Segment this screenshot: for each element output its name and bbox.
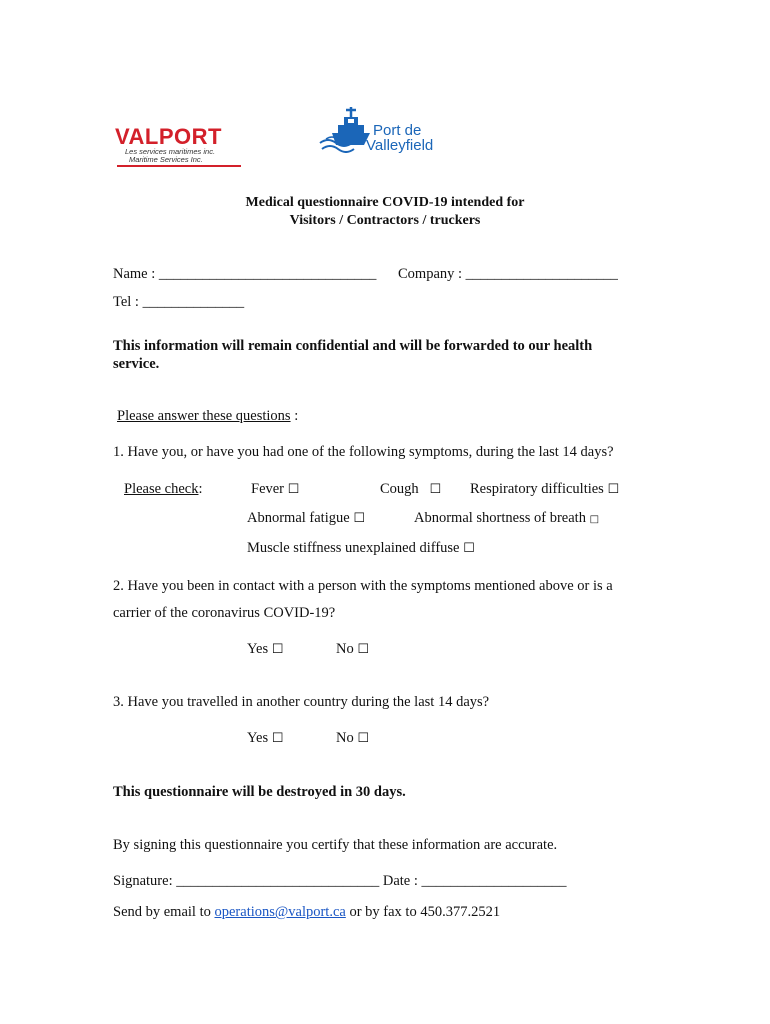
valport-logo	[115, 126, 243, 168]
instructions-suffix: :	[290, 408, 299, 424]
send-instructions	[113, 904, 500, 921]
port-de-valleyfield-logo-line2: Valleyfield	[366, 137, 434, 154]
q2-no-label: No	[336, 641, 354, 657]
shortness-checkbox[interactable]: □	[589, 514, 600, 525]
question-2-line1: 2. Have you been in contact with a person with the symptoms mentioned above or is a	[113, 578, 613, 594]
question-3-text: 3. Have you travelled in another country during the last 14 days?	[113, 694, 490, 710]
tel-field[interactable]: Tel : ______________	[113, 294, 245, 310]
q2-no-checkbox[interactable]: ☐	[357, 642, 370, 657]
q3-yes-checkbox[interactable]: ☐	[271, 731, 284, 746]
q3-yes-label: Yes	[247, 730, 269, 746]
option-cough-label: Cough	[380, 481, 419, 497]
q3-yes-option[interactable]	[247, 730, 283, 747]
please-check-label: Please check	[124, 481, 199, 497]
company-field[interactable]: Company : _____________________	[398, 266, 618, 282]
fatigue-checkbox[interactable]: ☐	[353, 511, 365, 526]
instructions-label: Please answer these questions	[117, 408, 291, 424]
cough-checkbox[interactable]: ☐	[429, 482, 442, 497]
instructions	[117, 408, 298, 425]
send-prefix: Send by email to	[113, 904, 215, 920]
q2-yes-label: Yes	[247, 641, 269, 657]
q3-no-option[interactable]	[336, 730, 369, 747]
option-fever-label: Fever	[251, 481, 285, 497]
destroyed-notice: This questionnaire will be destroyed in 30 days.	[113, 784, 406, 800]
valport-logo-subtitle-en: Maritime Services Inc.	[129, 155, 203, 164]
option-respiratory-label: Respiratory difficulties	[470, 481, 604, 497]
confidential-notice-line1: This information will remain confidential and will be forwarded to our health	[113, 338, 593, 354]
q2-no-option[interactable]	[336, 641, 369, 658]
please-check	[124, 481, 203, 498]
option-shortness-label: Abnormal shortness of breath	[414, 510, 586, 526]
send-suffix: or by fax to 450.377.2521	[345, 904, 501, 920]
confidential-notice-line2: service.	[113, 356, 160, 372]
name-field[interactable]: Name : ______________________________	[113, 266, 377, 282]
q3-no-checkbox[interactable]: ☐	[357, 731, 370, 746]
email-link[interactable]: operations@valport.ca	[214, 904, 346, 920]
option-fatigue[interactable]	[247, 510, 365, 527]
port-de-valleyfield-logo	[318, 105, 434, 157]
valport-logo-underline	[117, 165, 241, 167]
muscle-checkbox[interactable]: ☐	[463, 541, 475, 556]
option-respiratory[interactable]	[470, 481, 619, 498]
document-title-line2: Visitors / Contractors / truckers	[289, 213, 481, 228]
valport-logo-wordmark: VALPORT	[115, 124, 222, 149]
option-fatigue-label: Abnormal fatigue	[247, 510, 350, 526]
signature-date-field[interactable]: Signature: ____________________________ Date : ____________________	[113, 873, 567, 889]
certify-statement: By signing this questionnaire you certify that these information are accurate.	[113, 837, 558, 853]
option-cough[interactable]	[380, 481, 441, 498]
q2-yes-checkbox[interactable]: ☐	[271, 642, 284, 657]
respiratory-checkbox[interactable]: ☐	[607, 482, 620, 497]
port-de-valleyfield-logo-line1: Port de	[373, 122, 422, 139]
q2-yes-option[interactable]	[247, 641, 283, 658]
please-check-colon: :	[198, 481, 203, 497]
option-muscle[interactable]	[247, 540, 475, 557]
valport-logo-subtitle-fr: Les services maritimes inc.	[125, 147, 216, 156]
document-title-line1: Medical questionnaire COVID-19 intended for	[245, 195, 525, 210]
option-shortness[interactable]	[414, 510, 599, 527]
q3-no-label: No	[336, 730, 354, 746]
option-fever[interactable]	[251, 481, 299, 498]
question-1-text: 1. Have you, or have you had one of the following symptoms, during the last 14 days?	[113, 444, 614, 460]
fever-checkbox[interactable]: ☐	[287, 482, 300, 497]
question-2-line2: carrier of the coronavirus COVID-19?	[113, 605, 336, 621]
option-muscle-label: Muscle stiffness unexplained diffuse	[247, 540, 460, 556]
